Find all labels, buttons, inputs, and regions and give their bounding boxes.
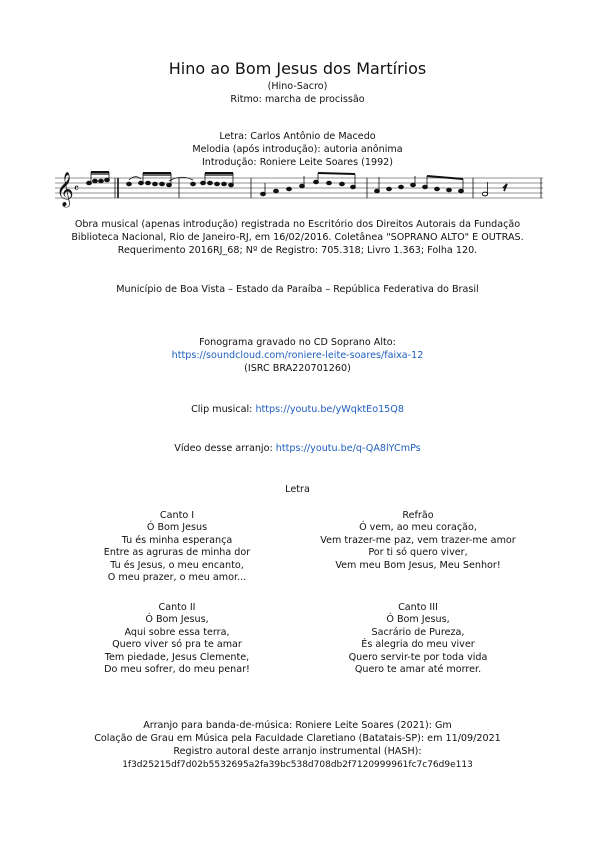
phonogram-link[interactable] — [0, 350, 595, 362]
video-link[interactable]: https://youtu.be/q-QA8lYCmPs — [275, 443, 421, 454]
canto-3-line: És alegria do meu viver — [361, 639, 475, 651]
canto-1-line: Tu és minha esperança — [121, 534, 233, 546]
canto-2-line: Quero viver só pra te amar — [112, 639, 242, 651]
canto-1-line: O meu prazer, o meu amor... — [107, 572, 247, 584]
clip-link[interactable]: https://youtu.be/yWqktEo15Q8 — [255, 404, 404, 415]
video-line — [0, 443, 595, 455]
phonogram-label: Fonograma gravado no CD Soprano Alto: — [199, 337, 396, 348]
lyricist-credit: Letra: Carlos Antônio de Macedo — [219, 131, 376, 142]
canto-1-line: Ó Bom Jesus — [146, 522, 208, 534]
video-label: Vídeo desse arranjo: — [174, 443, 273, 454]
clip-line — [0, 404, 595, 416]
music-staff — [55, 170, 543, 210]
canto-1-heading: Canto I — [159, 510, 195, 521]
canto-2 — [57, 602, 297, 676]
canto-3-heading: Canto III — [398, 602, 438, 613]
page-title: Hino ao Bom Jesus dos Martírios — [168, 59, 427, 78]
canto-2-line: Tem piedade, Jesus Clemente, — [104, 651, 250, 663]
canto-1-line: Entre as agruras de minha dor — [103, 547, 251, 559]
refrao-line: Por ti só quero viver, — [368, 547, 468, 559]
soundcloud-link[interactable]: https://soundcloud.com/roniere-leite-soares/faixa-12 — [171, 350, 424, 361]
canto-3-line: Quero te amar até morrer. — [354, 664, 482, 676]
registration-line-2: Biblioteca Nacional, Rio de Janeiro-RJ, em 16/02/2016. Coletânea "SOPRANO ALTO" E OUTRAS. — [71, 232, 524, 243]
melody-credit: Melodia (após introdução): autoria anônima — [192, 144, 403, 155]
intro-credit: Introdução: Roniere Leite Soares (1992) — [201, 157, 394, 168]
registration-line-1: Obra musical (apenas introdução) registrada no Escritório dos Direitos Autorais da Fundação — [74, 219, 521, 230]
refrao-line: Vem meu Bom Jesus, Meu Senhor! — [335, 559, 501, 571]
canto-1-line: Tu és Jesus, o meu encanto, — [110, 559, 244, 571]
canto-2-heading: Canto II — [158, 602, 196, 613]
refrao — [298, 510, 538, 572]
canto-1 — [57, 510, 297, 584]
canto-3-line: Ó Bom Jesus, — [386, 614, 450, 626]
arrangement-hash: 1f3d25215df7d02b5532695a2fa39bc538d708db2f7120999961fc7c76d9e113 — [122, 760, 473, 770]
refrao-line: Ó vem, ao meu coração, — [359, 522, 477, 534]
refrao-line: Vem trazer-me paz, vem trazer-me amor — [320, 534, 516, 546]
lyrics-heading: Letra — [285, 484, 310, 495]
arrangement-line-3: Registro autoral deste arranjo instrumental (HASH): — [173, 746, 422, 757]
arrangement-line-1: Arranjo para banda-de-música: Roniere Leite Soares (2021): Gm — [143, 720, 452, 731]
canto-3-line: Quero servir-te por toda vida — [348, 651, 488, 663]
registration-line-3: Requerimento 2016RJ_68; Nº de Registro: 705.318; Livro 1.363; Folha 120. — [117, 245, 478, 256]
clip-label: Clip musical: — [191, 404, 253, 415]
treble-clef-icon: 𝄞 — [56, 172, 74, 207]
common-time-icon: 𝄴 — [74, 182, 79, 195]
isrc-code: (ISRC BRA220701260) — [244, 363, 351, 374]
subtitle: (Hino-Sacro) — [267, 81, 328, 92]
canto-3-line: Sacrário de Pureza, — [371, 626, 465, 638]
location: Município de Boa Vista – Estado da Paraíba – República Federativa do Brasil — [116, 284, 479, 295]
rhythm: Ritmo: marcha de procissão — [230, 94, 365, 105]
canto-2-line: Do meu sofrer, do meu penar! — [104, 664, 250, 676]
canto-2-line: Aqui sobre essa terra, — [124, 626, 230, 638]
canto-2-line: Ó Bom Jesus, — [145, 614, 209, 626]
canto-3 — [298, 602, 538, 676]
arrangement-line-2: Colação de Grau em Música pela Faculdade Claretiano (Batatais-SP): em 11/09/2021 — [94, 733, 501, 744]
refrao-heading: Refrão — [402, 510, 434, 521]
